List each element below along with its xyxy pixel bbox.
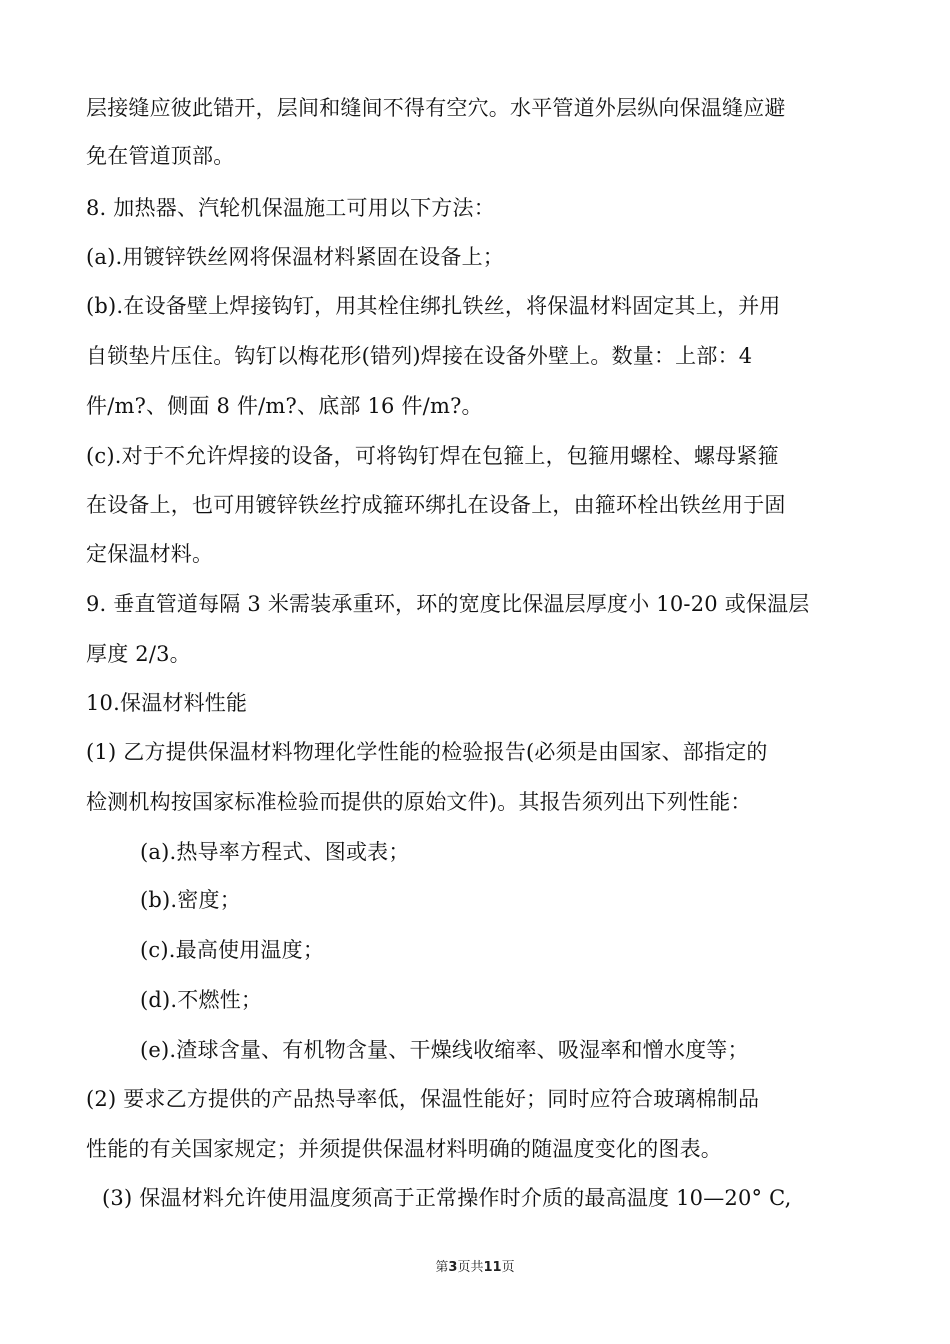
list-item: (d).不燃性； xyxy=(140,988,263,1012)
text-line: (c).对于不允许焊接的设备，可将钩钉焊在包箍上，包箍用螺栓、螺母紧箍 xyxy=(86,444,779,468)
text-line: 检测机构按国家标准检验而提供的原始文件)。其报告须列出下列性能： xyxy=(86,790,752,814)
list-item: (b).密度； xyxy=(140,888,241,912)
section-heading: 10.保温材料性能 xyxy=(86,691,248,715)
text-line: 免在管道顶部。 xyxy=(86,144,235,168)
text-line: (3) 保温材料允许使用温度须高于正常操作时介质的最高温度 10—20° C, xyxy=(102,1186,792,1210)
text-line: (1) 乙方提供保温材料物理化学性能的检验报告(必须是由国家、部指定的 xyxy=(86,740,768,764)
text-line: 9. 垂直管道每隔 3 米需装承重环，环的宽度比保温层厚度小 10-20 或保温层 xyxy=(86,592,810,616)
text-line: 性能的有关国家规定；并须提供保温材料明确的随温度变化的图表。 xyxy=(86,1137,722,1161)
footer-middle: 页共 xyxy=(457,1260,484,1275)
list-item: (c).最高使用温度； xyxy=(140,938,325,962)
footer-prefix: 第 xyxy=(435,1260,449,1275)
text-line: 自锁垫片压住。钩钉以梅花形(错列)焊接在设备外壁上。数量：上部：4 xyxy=(86,344,753,368)
text-line: 8. 加热器、汽轮机保温施工可用以下方法： xyxy=(86,196,495,220)
text-line: (a).用镀锌铁丝网将保温材料紧固在设备上； xyxy=(86,245,504,269)
text-line: 定保温材料。 xyxy=(86,542,214,566)
text-line: 厚度 2/3。 xyxy=(86,642,191,666)
text-line: 层接缝应彼此错开，层间和缝间不得有空穴。水平管道外层纵向保温缝应避 xyxy=(86,96,786,120)
text-line: (2) 要求乙方提供的产品热导率低，保温性能好；同时应符合玻璃棉制品 xyxy=(86,1087,760,1111)
text-line: 在设备上，也可用镀锌铁丝拧成箍环绑扎在设备上，由箍环栓出铁丝用于固 xyxy=(86,493,786,517)
footer-current-page: 3 xyxy=(448,1260,458,1275)
footer-total-pages: 11 xyxy=(483,1260,502,1275)
page-footer xyxy=(0,1256,950,1275)
list-item: (a).热导率方程式、图或表； xyxy=(140,840,410,864)
text-line: (b).在设备壁上焊接钩钉，用其栓住绑扎铁丝，将保温材料固定其上，并用 xyxy=(86,294,781,318)
footer-suffix: 页 xyxy=(501,1260,515,1275)
list-item: (e).渣球含量、有机物含量、干燥线收缩率、吸湿率和憎水度等； xyxy=(140,1038,749,1062)
text-line: 件/m?、侧面 8 件/m?、底部 16 件/m?。 xyxy=(86,394,483,418)
